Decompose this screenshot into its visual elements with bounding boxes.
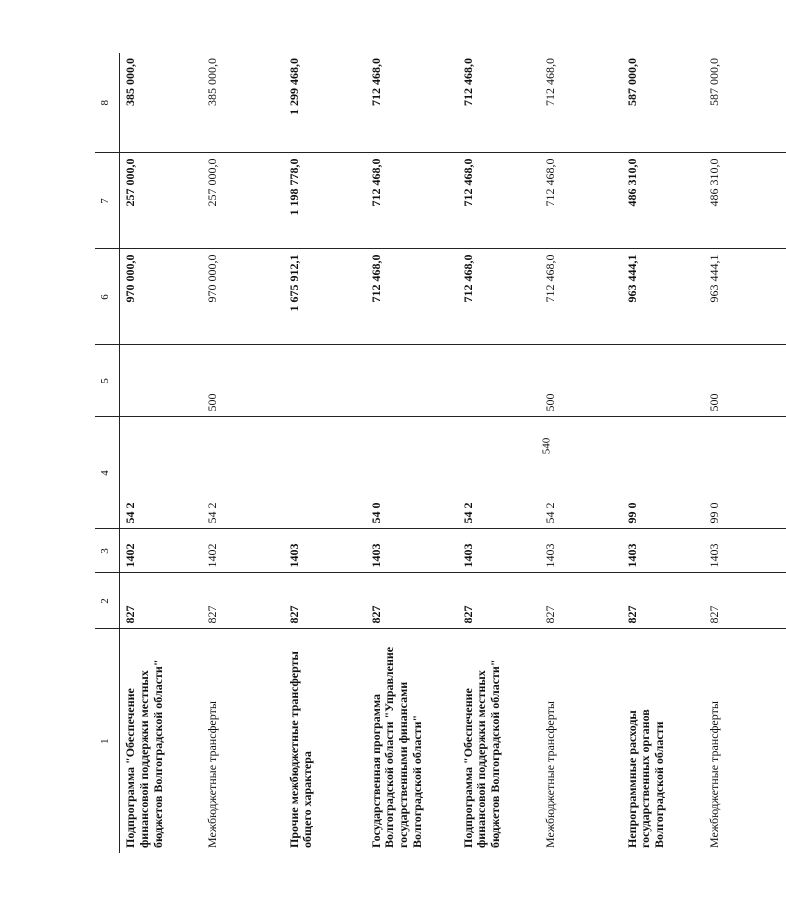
table-row [366, 53, 458, 853]
cell-amount: 486 310,0 [622, 153, 704, 249]
row-name: Межбюджетные трансферты [540, 629, 622, 853]
col-header: 1 [95, 629, 120, 853]
cell-amount: 385 000,0 [123, 58, 137, 106]
cell-amount: 712 468,0 [458, 249, 540, 345]
table-row [202, 53, 284, 853]
cell-amount: 712 468,0 [540, 153, 622, 249]
cell-amount: 1 675 912,1 [284, 249, 366, 345]
cell-expense-type [120, 345, 202, 417]
col-header: 6 [95, 249, 120, 345]
row-name: Подпрограмма "Обеспечение финансовой поддержки местных бюджетов Волгоградской области" [458, 629, 540, 853]
cell-amount: 257 000,0 [202, 153, 284, 249]
cell-amount: 587 000,0 [624, 58, 639, 106]
cell-expense-type [458, 345, 540, 417]
cell-amount: 1 198 778,0 [284, 153, 366, 249]
cell-ministry: 827 [704, 573, 786, 629]
row-name: Государственная программа Волгоградской области "Управление государственными финансами Волгоградской области" [366, 629, 458, 853]
col-header: 5 [95, 345, 120, 417]
cell-expense-type [284, 345, 366, 417]
header-row [95, 53, 120, 853]
cell-ministry: 827 [284, 573, 366, 629]
cell-target: 54 2 [540, 417, 622, 529]
cell-amount: 712 468,0 [458, 153, 540, 249]
cell-target: 54 0 [366, 417, 458, 529]
cell-ministry: 827 [622, 573, 704, 629]
cell-target: 99 0 [704, 417, 786, 529]
cell-amount: 712 468,0 [460, 58, 475, 106]
cell-amount: 712 468,0 [366, 249, 458, 345]
cell-amount: 587 000,0 [706, 58, 721, 106]
cell-amount: 963 444,1 [704, 249, 786, 345]
cell-amount: 963 444,1 [622, 249, 704, 345]
col-header: 2 [95, 573, 120, 629]
table-row [540, 53, 622, 853]
cell-expense-type: 500 [704, 345, 786, 417]
row-name: Прочие межбюджетные трансферты общего характера [284, 629, 366, 853]
cell-amount: 970 000,0 [120, 249, 202, 345]
table-row [120, 53, 202, 853]
cell-ministry: 827 [366, 573, 458, 629]
cell-expense-type: 500 [202, 345, 284, 417]
cell-target: 54 2 [120, 417, 202, 529]
cell-expense-type [366, 345, 458, 417]
budget-table [95, 53, 786, 853]
col-header: 8 [95, 53, 120, 153]
cell-expense-type [622, 345, 704, 417]
cell-amount: 486 310,0 [704, 153, 786, 249]
cell-amount: 712 468,0 [368, 58, 383, 106]
col-header: 4 [95, 417, 120, 529]
cell-amount: 712 468,0 [366, 153, 458, 249]
table-row [704, 53, 786, 853]
cell-amount: 257 000,0 [120, 153, 202, 249]
page-number: 540 [540, 437, 553, 455]
cell-section: 1403 [366, 529, 458, 573]
row-name: Межбюджетные трансферты [202, 629, 284, 853]
table-row [458, 53, 540, 853]
cell-section: 1403 [622, 529, 704, 573]
cell-target: 99 0 [622, 417, 704, 529]
cell-ministry: 827 [120, 573, 202, 629]
cell-target [284, 417, 366, 529]
cell-amount: 712 468,0 [542, 58, 557, 106]
cell-section: 1402 [202, 529, 284, 573]
col-header: 7 [95, 153, 120, 249]
cell-ministry: 827 [540, 573, 622, 629]
cell-amount: 1 299 468,0 [286, 58, 301, 115]
table-row [284, 53, 366, 853]
cell-ministry: 827 [458, 573, 540, 629]
row-name: Непрограммные расходы государственных органов Волгоградской области [622, 629, 704, 853]
cell-ministry: 827 [202, 573, 284, 629]
row-name: Подпрограмма "Обеспечение финансовой поддержки местных бюджетов Волгоградской области" [120, 629, 202, 853]
cell-expense-type: 500 [540, 345, 622, 417]
cell-section: 1402 [120, 529, 202, 573]
cell-target: 54 2 [458, 417, 540, 529]
row-name: Межбюджетные трансферты [704, 629, 786, 853]
cell-amount: 385 000,0 [204, 58, 219, 106]
cell-amount: 712 468,0 [540, 249, 622, 345]
table-container [95, 53, 721, 853]
col-header: 3 [95, 529, 120, 573]
table-row [622, 53, 704, 853]
cell-section: 1403 [704, 529, 786, 573]
rotated-page [95, 53, 721, 853]
cell-target: 54 2 [202, 417, 284, 529]
cell-section: 1403 [284, 529, 366, 573]
cell-section: 1403 [540, 529, 622, 573]
cell-amount: 970 000,0 [202, 249, 284, 345]
cell-section: 1403 [458, 529, 540, 573]
